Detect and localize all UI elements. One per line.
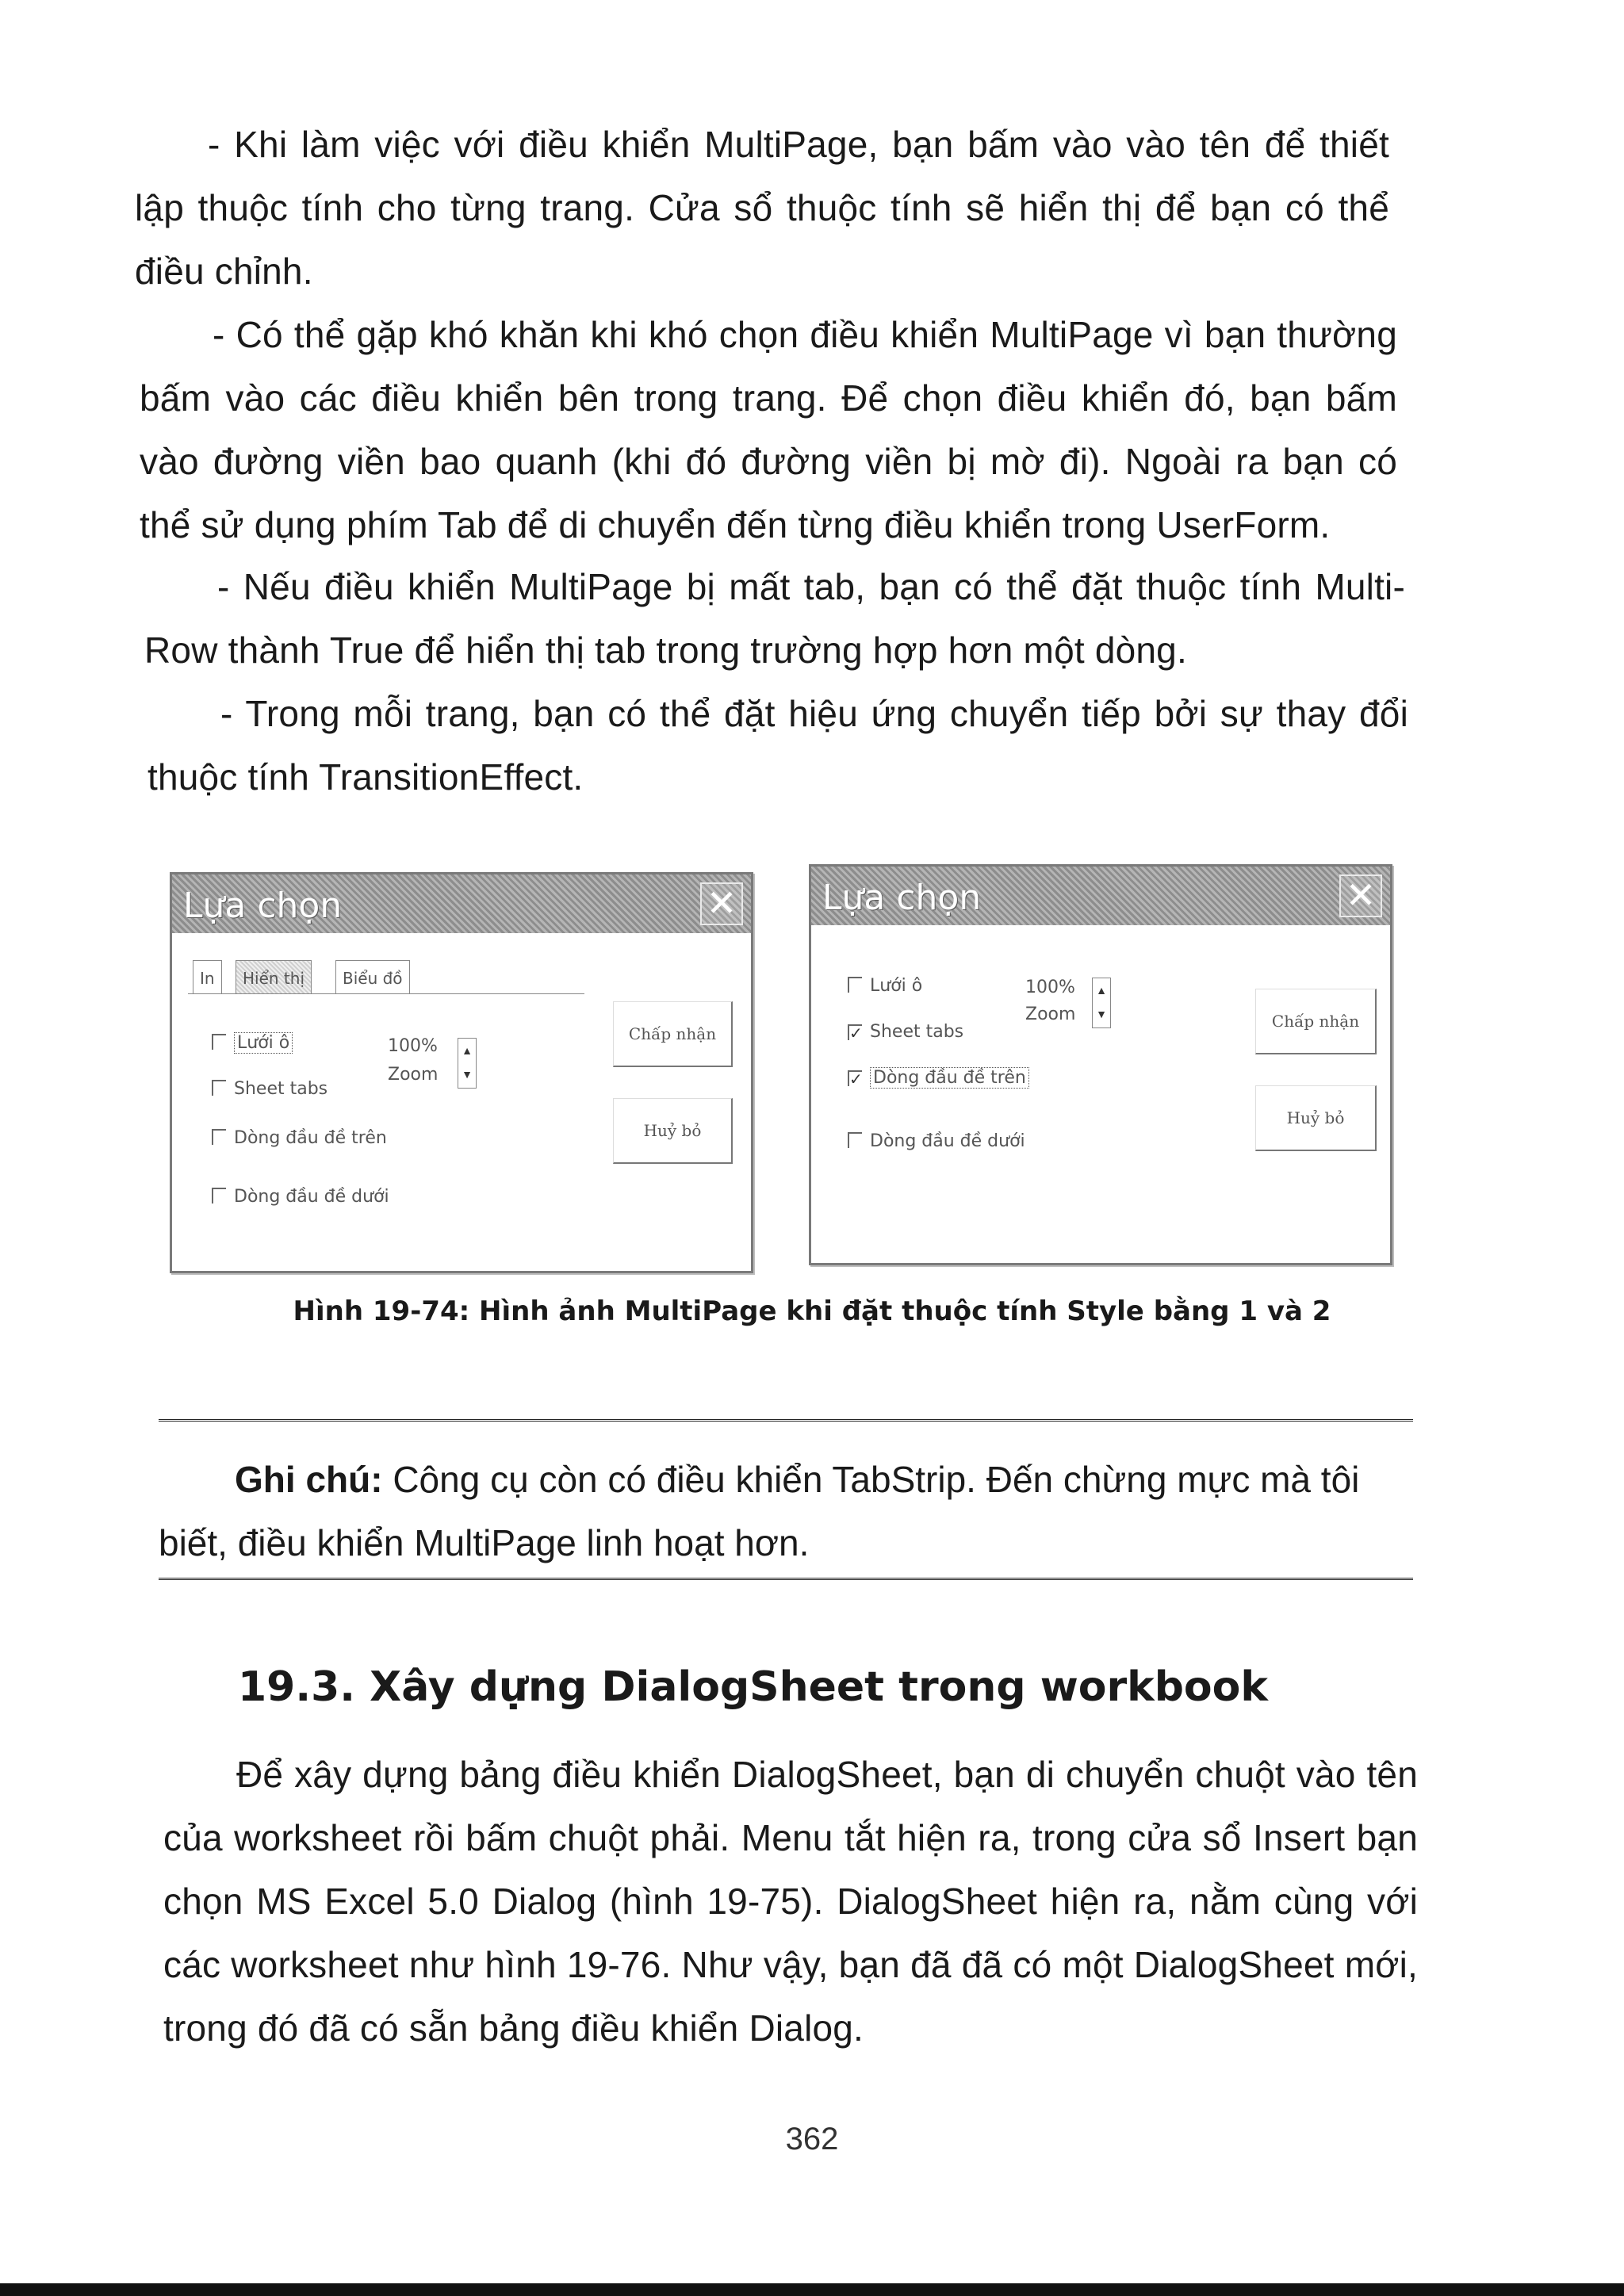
close-icon[interactable]: ✕ (700, 882, 743, 925)
option-gridlines[interactable] (212, 1033, 293, 1053)
checkbox-icon[interactable] (212, 1080, 226, 1096)
section-paragraph-text: Để xây dựng bảng điều khiển DialogSheet, bạn di chuyển chuột vào tên của worksheet rồi bấm chuột phải. Menu tắt hiện ra, trong cửa sổ Insert bạn chọn MS Excel 5.0 Dialog (hình 19-75). DialogSheet hiện ra, nằm cùng với các worksheet như hình 19-76. Như vậy, bạn đã đã có một DialogSheet mới, trong đó đã có sẵn bảng điều khiển Dialog. (163, 1754, 1418, 2049)
dialog-style-1 (170, 872, 753, 1273)
option-label: Lưới ô (234, 1032, 293, 1054)
cancel-button[interactable]: Huỷ bỏ (613, 1098, 733, 1164)
dialog-titlebar (172, 874, 751, 933)
option-header-bottom[interactable] (212, 1187, 389, 1207)
option-gridlines[interactable] (848, 976, 922, 996)
paragraph-4-text: - Trong mỗi trang, bạn có thể đặt hiệu ứng chuyển tiếp bởi sự thay đổi thuộc tính TransitionEffect. (147, 693, 1408, 798)
spin-up-icon[interactable]: ▲ (1096, 984, 1107, 997)
note-label: Ghi chú: (235, 1459, 383, 1500)
tab-bieu-do[interactable]: Biểu đồ (335, 960, 410, 994)
section-paragraph (163, 1743, 1418, 2060)
spin-down-icon[interactable]: ▼ (1096, 1008, 1107, 1020)
zoom-spinner[interactable] (1092, 978, 1111, 1028)
checkbox-icon[interactable] (212, 1188, 226, 1203)
figure-caption: Hình 19-74: Hình ảnh MultiPage khi đặt thuộc tính Style bằng 1 và 2 (293, 1295, 1331, 1327)
option-label: Dòng đầu đề dưới (234, 1187, 389, 1207)
ok-button[interactable]: Chấp nhận (1255, 989, 1377, 1054)
option-label: Sheet tabs (870, 1022, 964, 1042)
option-sheet-tabs[interactable] (848, 1022, 963, 1042)
note-text: Công cụ còn có điều khiển TabStrip. Đến chừng mực mà tôi biết, điều khiển MultiPage linh hoạt hơn. (159, 1459, 1360, 1563)
paragraph-1 (135, 113, 1389, 303)
checkbox-icon[interactable] (212, 1129, 226, 1145)
note-bottom-rule (159, 1578, 1413, 1580)
option-label: Dòng đầu đề dưới (870, 1131, 1025, 1151)
zoom-label: Zoom (1025, 1004, 1076, 1024)
paragraph-2 (140, 303, 1397, 557)
dialog-title: Lựa chọn (822, 878, 982, 918)
paragraph-3 (144, 555, 1405, 682)
checkbox-checked-icon[interactable]: ✓ (849, 1024, 863, 1043)
spin-up-icon[interactable]: ▲ (462, 1044, 473, 1057)
zoom-spinner[interactable] (458, 1038, 477, 1089)
option-label: Sheet tabs (234, 1079, 328, 1099)
close-icon[interactable]: ✕ (1339, 874, 1382, 917)
option-header-top[interactable] (848, 1068, 1029, 1088)
checkbox-icon[interactable] (848, 1132, 862, 1148)
tab-hien-thi[interactable]: Hiển thị (236, 960, 312, 994)
spin-down-icon[interactable]: ▼ (462, 1068, 473, 1081)
zoom-value: 100% (1025, 978, 1075, 997)
option-label: Dòng đầu đề trên (234, 1128, 387, 1148)
note-box (159, 1448, 1413, 1575)
checkbox-icon[interactable] (212, 1034, 226, 1050)
paragraph-2-text: - Có thể gặp khó khăn khi khó chọn điều khiển MultiPage vì bạn thường bấm vào các điều khiển bên trong trang. Để chọn điều khiển đó, bạn bấm vào đường viền bao quanh (khi đó đường viền bị mờ đi). Ngoài ra bạn có thể sử dụng phím Tab để di chuyển đến từng điều khiển trong UserForm. (140, 314, 1397, 545)
tab-in[interactable]: In (193, 960, 222, 994)
scan-bottom-edge (0, 2283, 1624, 2296)
section-heading: 19.3. Xây dựng DialogSheet trong workbook (238, 1663, 1268, 1711)
option-label: Lưới ô (870, 976, 923, 996)
zoom-value: 100% (388, 1036, 438, 1056)
option-header-top[interactable] (212, 1128, 387, 1148)
paragraph-3-text: - Nếu điều khiển MultiPage bị mất tab, bạn có thể đặt thuộc tính Multi-Row thành True để hiển thị tab trong trường hợp hơn một dòng. (144, 566, 1405, 671)
page-number: 362 (785, 2122, 839, 2156)
note-top-rule (159, 1419, 1413, 1422)
paragraph-1-text: - Khi làm việc với điều khiển MultiPage, bạn bấm vào vào tên để thiết lập thuộc tính cho từng trang. Cửa sổ thuộc tính sẽ hiển thị để bạn có thể điều chỉnh. (135, 124, 1389, 292)
dialog-titlebar (811, 867, 1390, 925)
option-label: Dòng đầu đề trên (870, 1067, 1029, 1089)
option-sheet-tabs[interactable] (212, 1079, 327, 1099)
ok-button[interactable]: Chấp nhận (613, 1001, 733, 1067)
cancel-button[interactable]: Huỷ bỏ (1255, 1085, 1377, 1151)
checkbox-icon[interactable] (848, 977, 862, 993)
dialog-style-2 (809, 864, 1392, 1265)
dialog-title: Lựa chọn (183, 886, 343, 926)
zoom-label: Zoom (388, 1065, 439, 1085)
tab-panel-border (188, 993, 584, 994)
checkbox-checked-icon[interactable]: ✓ (849, 1070, 863, 1089)
paragraph-4 (147, 682, 1408, 809)
option-header-bottom[interactable] (848, 1131, 1025, 1151)
